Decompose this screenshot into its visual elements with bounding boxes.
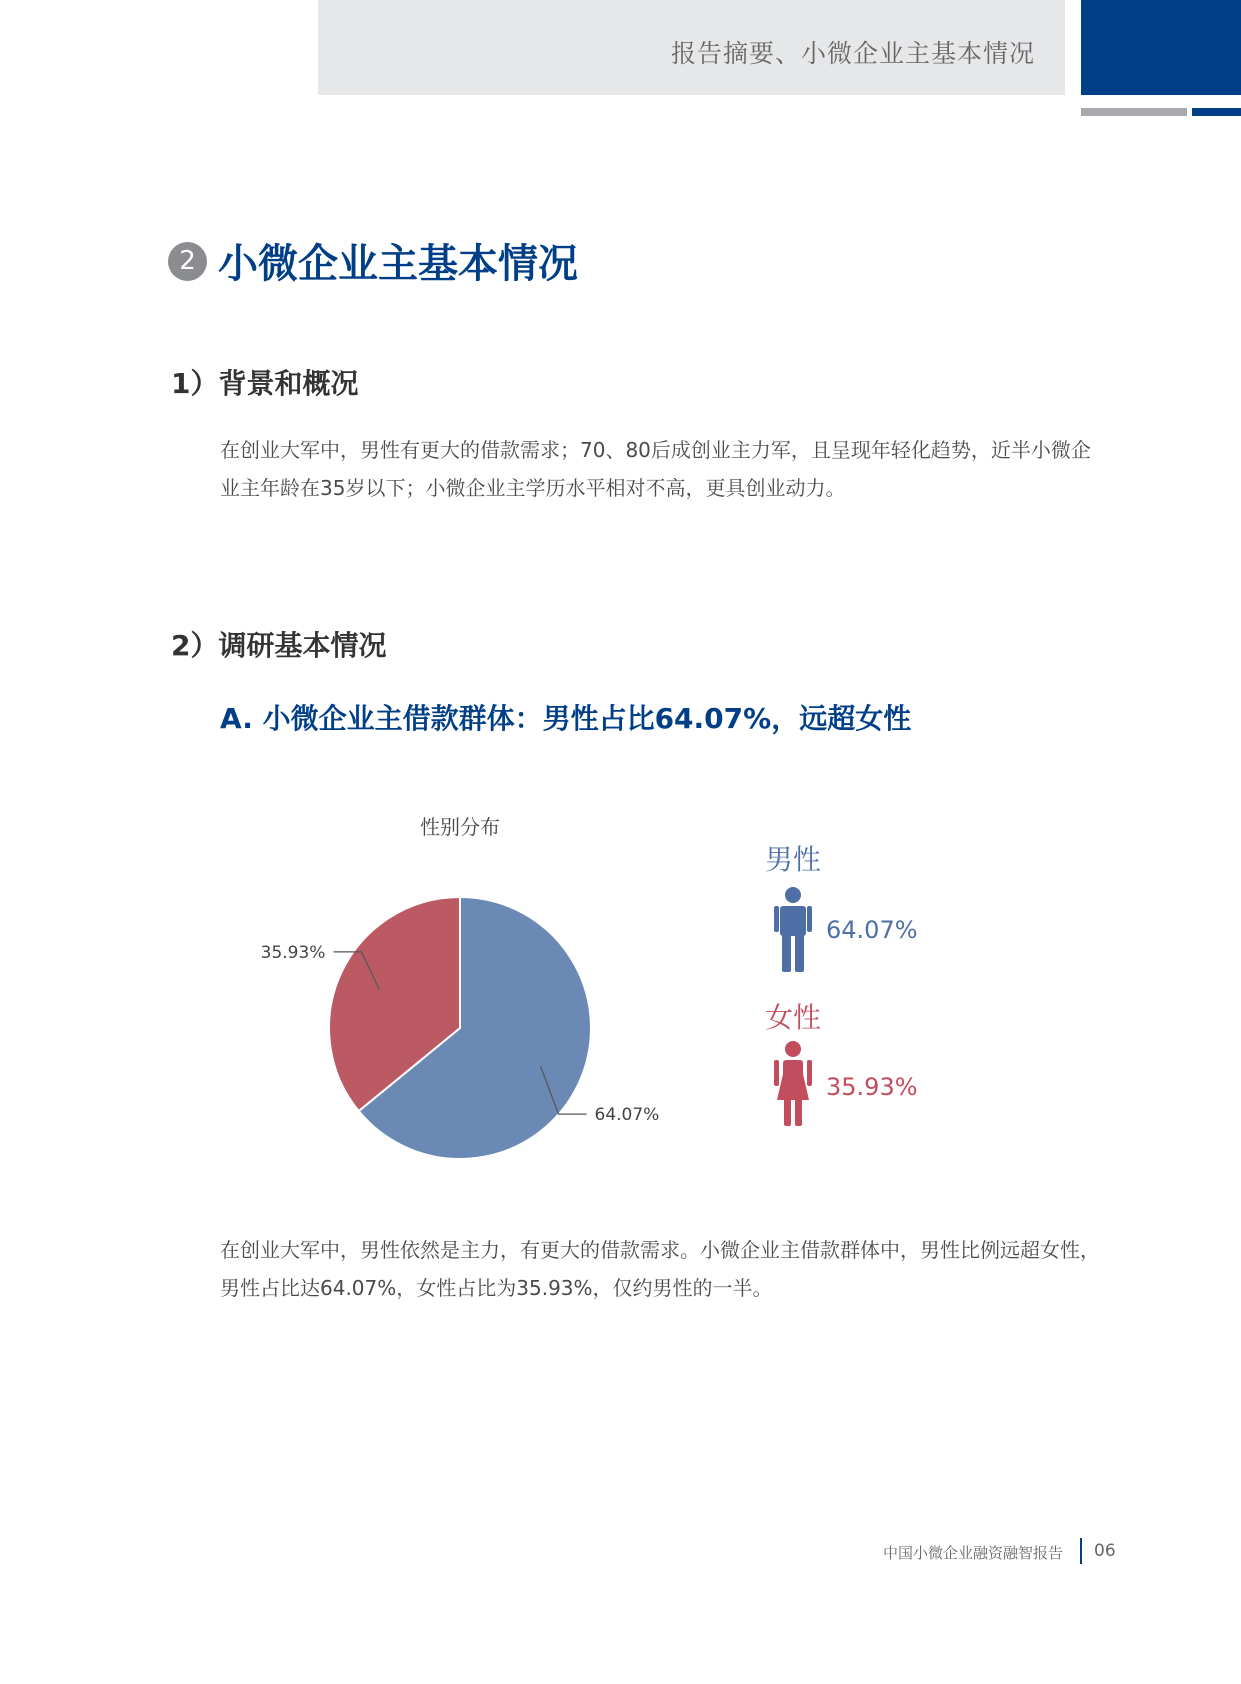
- pie-data-label-female: 35.93%: [260, 942, 326, 963]
- header-accent-block: [1081, 0, 1241, 95]
- gender-pie-chart: [220, 800, 740, 1160]
- legend-female-label: 女性: [765, 1001, 822, 1034]
- section-number-badge: 2: [168, 242, 207, 281]
- conclusion-paragraph: 在创业大军中，男性依然是主力，有更大的借款需求。小微企业主借款群体中，男性比例远超女性，男性占比达64.07%，女性占比为35.93%，仅约男性的一半。: [220, 1238, 1100, 1300]
- female-person-icon: [773, 1040, 813, 1126]
- background-heading: 1）背景和概况: [171, 367, 359, 400]
- section-title: 小微企业主基本情况: [218, 241, 578, 287]
- survey-sub-a-title: A. 小微企业主借款群体：男性占比64.07%，远超女性: [220, 702, 912, 735]
- pie-data-label-male: 64.07%: [594, 1105, 660, 1126]
- survey-heading: 2）调研基本情况: [171, 629, 387, 662]
- legend-male-label: 男性: [765, 843, 822, 876]
- legend-male-value: 64.07%: [826, 916, 918, 944]
- footer-report-title: 中国小微企业融资融智报告: [882, 1544, 1063, 1562]
- page-number: 06: [1094, 1541, 1116, 1561]
- header-accent-line-blue: [1192, 108, 1241, 116]
- header-title: 报告摘要、小微企业主基本情况: [670, 39, 1035, 68]
- chart-title: 性别分布: [420, 815, 500, 839]
- pie-chart-svg: [220, 800, 740, 1160]
- header-accent-line-gray: [1081, 108, 1187, 116]
- male-person-icon: [773, 886, 813, 972]
- legend-female-value: 35.93%: [826, 1073, 918, 1101]
- footer-divider: [1080, 1538, 1082, 1564]
- background-paragraph: 在创业大军中，男性有更大的借款需求；70、80后成创业主力军，且呈现年轻化趋势，近半小微企业主年龄在35岁以下；小微企业主学历水平相对不高，更具创业动力。: [220, 438, 1091, 500]
